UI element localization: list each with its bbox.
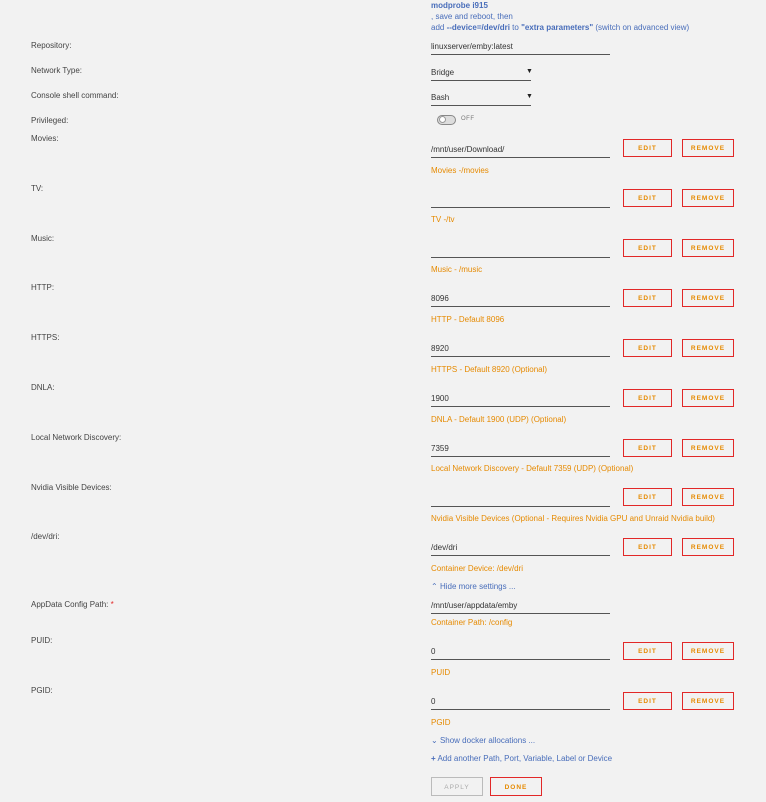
remove-button[interactable]: REMOVE	[682, 339, 734, 357]
hide-more-settings-link[interactable]	[431, 582, 516, 591]
remove-button[interactable]: REMOVE	[682, 389, 734, 407]
console-shell-label: Console shell command:	[31, 91, 119, 100]
top-note-line1: modprobe i915	[431, 1, 488, 10]
row-label: /dev/dri:	[31, 532, 60, 541]
remove-button[interactable]: REMOVE	[682, 642, 734, 660]
row-desc: Music - /music	[431, 265, 483, 274]
edit-button[interactable]: EDIT	[623, 139, 672, 157]
remove-button[interactable]: REMOVE	[682, 189, 734, 207]
row-field[interactable]: /mnt/user/Download/	[431, 145, 610, 158]
toggle-knob	[439, 116, 446, 123]
row-desc: HTTPS - Default 8920 (Optional)	[431, 365, 548, 374]
remove-button[interactable]: REMOVE	[682, 692, 734, 710]
top-note-prefix: add	[431, 23, 447, 32]
appdata-field[interactable]: /mnt/user/appdata/emby	[431, 601, 610, 614]
chevron-down-icon: ⌄	[431, 736, 438, 745]
top-note-device: --device=/dev/dri	[446, 23, 510, 32]
edit-button[interactable]: EDIT	[623, 389, 672, 407]
puid-label: PUID:	[31, 636, 53, 645]
top-note-suffix: (switch on advanced view)	[593, 23, 690, 32]
repository-field[interactable]: linuxserver/emby:latest	[431, 42, 610, 55]
pgid-field[interactable]: 0	[431, 697, 610, 710]
row-label: Nvidia Visible Devices:	[31, 483, 112, 492]
appdata-label	[31, 600, 114, 609]
network-type-select[interactable]	[431, 68, 531, 81]
pgid-desc: PGID	[431, 718, 451, 727]
row-field[interactable]: 1900	[431, 394, 610, 407]
remove-button[interactable]: REMOVE	[682, 139, 734, 157]
edit-button[interactable]: EDIT	[623, 538, 672, 556]
row-field[interactable]: 7359	[431, 444, 610, 457]
puid-desc: PUID	[431, 668, 451, 677]
edit-button[interactable]: EDIT	[623, 488, 672, 506]
row-desc: HTTP - Default 8096	[431, 315, 505, 324]
done-button[interactable]: DONE	[490, 777, 542, 796]
apply-button[interactable]: APPLY	[431, 777, 483, 796]
hide-more-settings-label: Hide more settings ...	[439, 582, 516, 591]
appdata-label-text: AppData Config Path:	[31, 600, 109, 609]
row-desc: DNLA - Default 1900 (UDP) (Optional)	[431, 415, 567, 424]
pgid-label: PGID:	[31, 686, 53, 695]
network-type-value: Bridge	[431, 68, 455, 77]
add-another-link[interactable]	[431, 754, 612, 763]
remove-button[interactable]: REMOVE	[682, 488, 734, 506]
show-docker-allocations-link[interactable]	[431, 736, 535, 745]
row-field[interactable]	[431, 494, 610, 507]
edit-button[interactable]: EDIT	[623, 189, 672, 207]
row-desc: Movies -/movies	[431, 166, 489, 175]
row-field[interactable]: 8096	[431, 294, 610, 307]
row-field[interactable]: /dev/dri	[431, 543, 610, 556]
privileged-toggle[interactable]	[437, 115, 456, 125]
row-desc: Nvidia Visible Devices (Optional - Requires Nvidia GPU and Unraid Nvidia build)	[431, 514, 715, 523]
row-label: HTTPS:	[31, 333, 60, 342]
remove-button[interactable]: REMOVE	[682, 439, 734, 457]
row-field[interactable]	[431, 195, 610, 208]
remove-button[interactable]: REMOVE	[682, 289, 734, 307]
chevron-down-icon: ▼	[526, 93, 533, 100]
edit-button[interactable]: EDIT	[623, 642, 672, 660]
repository-label: Repository:	[31, 41, 72, 50]
row-field[interactable]	[431, 245, 610, 258]
privileged-state: OFF	[461, 116, 475, 122]
edit-button[interactable]: EDIT	[623, 439, 672, 457]
edit-button[interactable]: EDIT	[623, 239, 672, 257]
required-mark: *	[110, 600, 114, 609]
network-type-label: Network Type:	[31, 66, 82, 75]
plus-icon: +	[431, 754, 436, 763]
chevron-down-icon: ▼	[526, 68, 533, 75]
row-field[interactable]: 8920	[431, 344, 610, 357]
remove-button[interactable]: REMOVE	[682, 538, 734, 556]
privileged-label: Privileged:	[31, 116, 69, 125]
row-label: HTTP:	[31, 283, 55, 292]
top-note-line3	[431, 22, 689, 33]
row-label: Music:	[31, 234, 55, 243]
appdata-desc: Container Path: /config	[431, 618, 513, 627]
top-note	[431, 0, 689, 33]
show-docker-allocations-label: Show docker allocations ...	[439, 736, 536, 745]
chevron-up-icon: ⌃	[431, 582, 438, 591]
top-note-line2: , save and reboot, then	[431, 12, 513, 21]
row-label: DNLA:	[31, 383, 55, 392]
row-desc: Local Network Discovery - Default 7359 (UDP) (Optional)	[431, 464, 634, 473]
top-note-extra: "extra parameters"	[521, 23, 594, 32]
edit-button[interactable]: EDIT	[623, 289, 672, 307]
row-desc: Container Device: /dev/dri	[431, 564, 524, 573]
puid-field[interactable]: 0	[431, 647, 610, 660]
row-label: Local Network Discovery:	[31, 433, 122, 442]
remove-button[interactable]: REMOVE	[682, 239, 734, 257]
console-shell-select[interactable]	[431, 93, 531, 106]
add-another-label: Add another Path, Port, Variable, Label or Device	[437, 754, 613, 763]
row-label: TV:	[31, 184, 44, 193]
edit-button[interactable]: EDIT	[623, 692, 672, 710]
top-note-mid: to	[509, 23, 522, 32]
edit-button[interactable]: EDIT	[623, 339, 672, 357]
row-desc: TV -/tv	[431, 215, 455, 224]
row-label: Movies:	[31, 134, 59, 143]
console-shell-value: Bash	[431, 93, 450, 102]
